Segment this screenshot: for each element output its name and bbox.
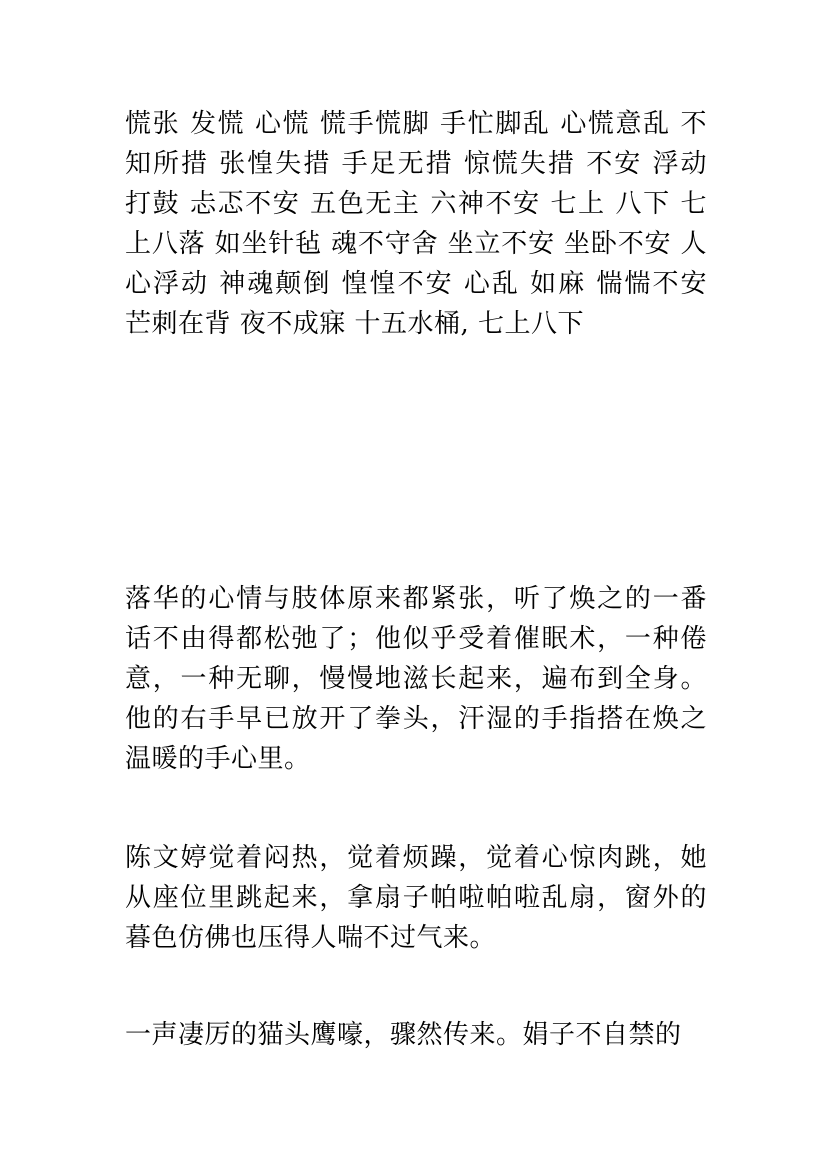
text-paragraph-owl: 一声凄厉的猫头鹰嚎，骤然传来。娟子不自禁的: [125, 1020, 682, 1050]
text-paragraph-luohua: 落华的心情与肢体原来都紧张，听了焕之的一番话不由得都松弛了；他似乎受着催眠术，一种倦意，一种无聊，慢慢地滋长起来，遍布到全身。他的右手早已放开了拳头，汗湿的手指搭在焕之温暖的手心里。: [125, 584, 707, 774]
text-paragraph-chenwenting: 陈文婷觉着闷热，觉着烦躁，觉着心惊肉跳，她从座位里跳起来，拿扇子帕啦帕啦乱扇，窗外的暮色仿佛也压得人喘不过气来。: [125, 843, 707, 953]
synonym-word-list-paragraph: 慌张 发慌 心慌 慌手慌脚 手忙脚乱 心慌意乱 不知所措 张惶失措 手足无措 惊慌失措 不安 浮动 打鼓 忐忑不安 五色无主 六神不安 七上 八下 七上八落 如坐针毡 魂不守舍 坐立不安 坐卧不安 人心浮动 神魂颠倒 惶惶不安 心乱 如麻 惴惴不安 芒刺在背 夜不成寐 十五水桶, 七上八下: [125, 109, 707, 339]
